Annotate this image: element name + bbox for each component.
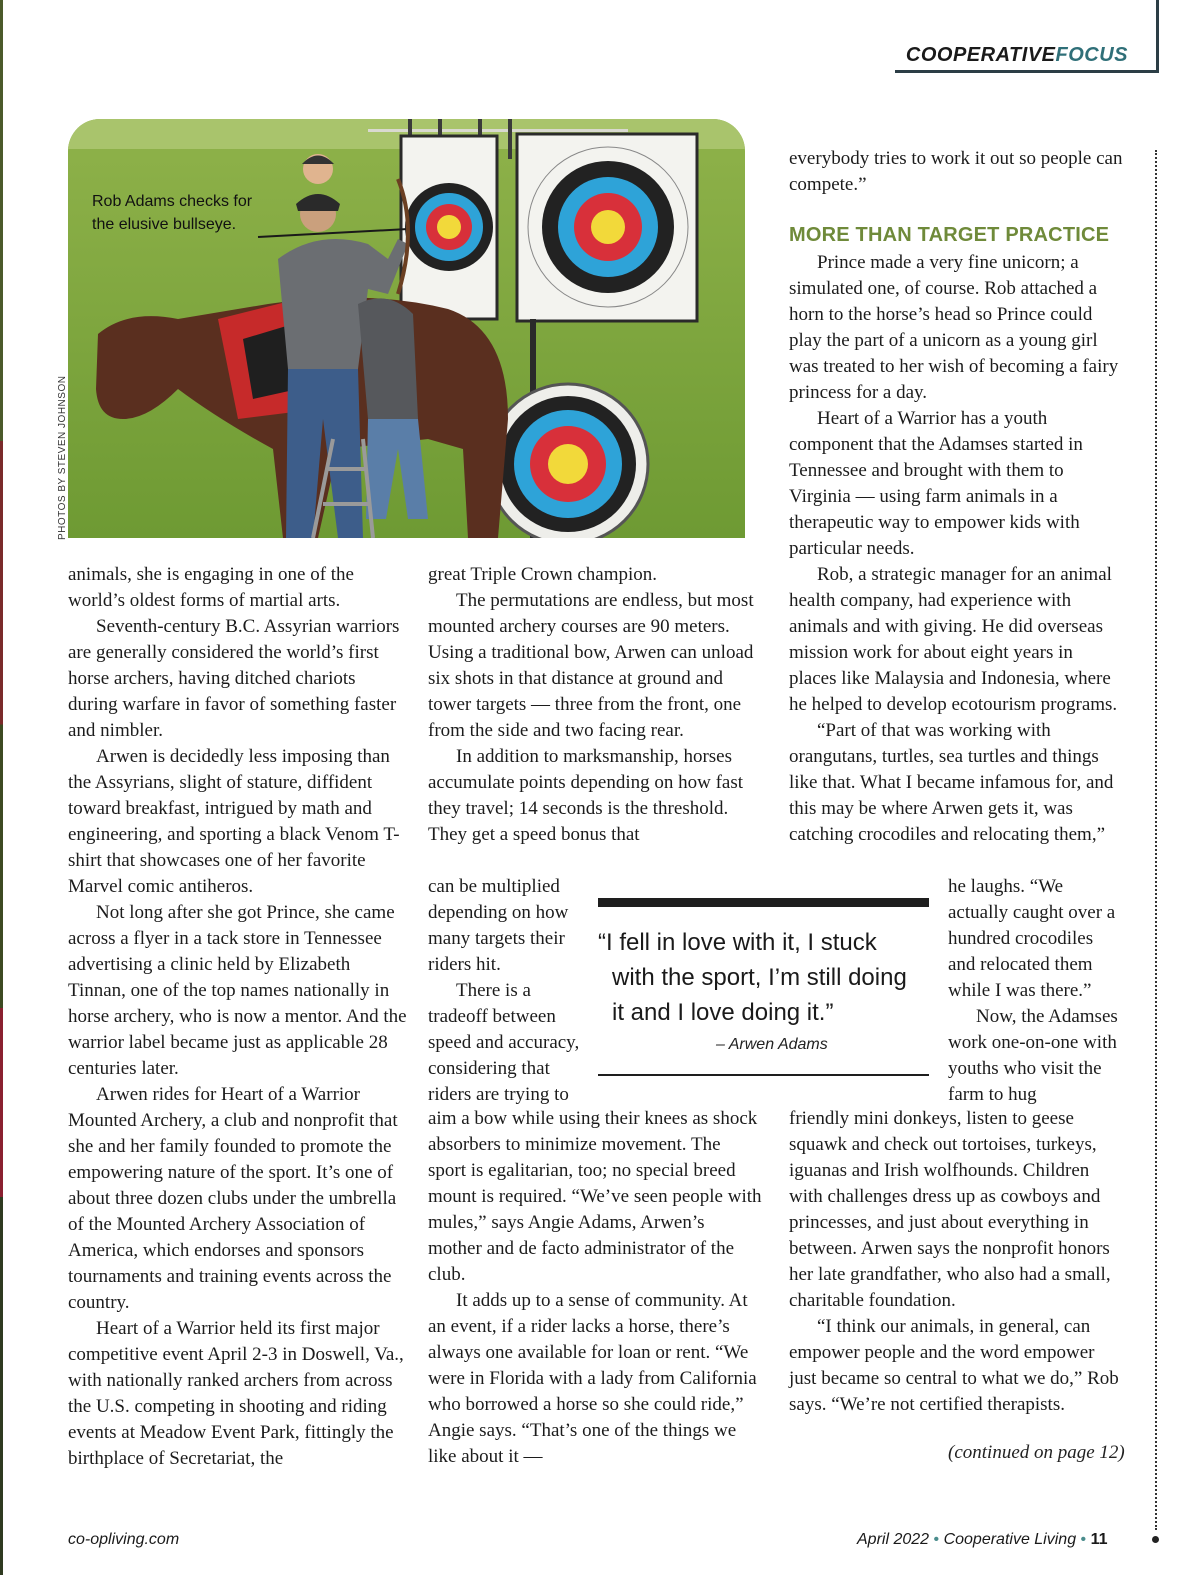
paragraph: Seventh-century B.C. Assyrian warriors are generally considered the world’s first horse archers, having ditched chariots during warfare in favor of something faster and nimbler. [68, 616, 400, 741]
paragraph: “I think our animals, in general, can empower people and the word empower just became so central to what we do,” Rob says. “We’re not certified therapists. [789, 1316, 1119, 1415]
section-subhead: MORE THAN TARGET PRACTICE [789, 224, 1110, 246]
paragraph: Arwen rides for Heart of a Warrior Mounted Archery, a club and nonprofit that she and her family founded to promote the empowering nature of the sport. It’s one of about three dozen clubs under the umbrella of the Mounted Archery Association of America, which endorses and sponsors tournaments and training events across the country. [68, 1084, 398, 1313]
section-header-part2: FOCUS [1055, 44, 1128, 66]
footer-separator: • [1080, 1531, 1087, 1548]
column-b [428, 562, 763, 848]
paragraph: Arwen is decidedly less imposing than the Assyrians, slight of stature, diffident toward breakfast, intrigued by math and engineering, and sporting a black Venom T-shirt that showcases one of her favorite Marvel comic antiheros. [68, 746, 400, 897]
paragraph: Now, the Adamses work one-on-one with youths who visit the farm to hug [948, 1006, 1118, 1105]
continued-note: (continued on page 12) [948, 1442, 1125, 1463]
pull-quote-attribution: – Arwen Adams [716, 1036, 828, 1053]
footer-date: April 2022 [857, 1531, 930, 1548]
paragraph: animals, she is engaging in one of the world’s oldest forms of martial arts. [68, 564, 354, 611]
column-c [789, 250, 1124, 848]
paragraph: he laughs. “We actually caught over a hundred crocodiles and relocated them while I was there.” [948, 876, 1116, 1001]
paragraph: great Triple Crown champion. [428, 564, 658, 585]
paragraph: Not long after she got Prince, she came across a flyer in a tack store in Tennessee advertising a clinic held by Elizabeth Tinnan, one of the top names nationally in horse archery, who is now a mentor. And the warrior label became just as applicable 28 centuries later. [68, 902, 407, 1079]
column-c-continued [789, 1106, 1124, 1418]
paragraph: There is a tradeoff between speed and accuracy, considering that riders are trying to [428, 980, 580, 1105]
paragraph: can be multiplied depending on how many targets their riders hit. [428, 876, 569, 975]
paragraph: The permutations are endless, but most mounted archery courses are 90 meters. Using a traditional bow, Arwen can unload six shots in that distance at ground and tower targets — three from the front, one from the side and two facing rear. [428, 590, 754, 741]
page-edge-strip [0, 0, 3, 1575]
footer-issue-info [857, 1531, 1108, 1549]
header-vertical-rule [1156, 0, 1159, 73]
pull-quote-top-rule [598, 898, 929, 907]
dotted-margin-rule [1155, 150, 1157, 1530]
paragraph: It adds up to a sense of community. At an event, if a rider lacks a horse, there’s always one available for loan or rent. “We were in Florida with a lady from California who borrowed a horse so she could ride,” Angie says. “That’s one of the things we like about it — [428, 1290, 757, 1467]
pull-quote-line1: “I fell in love with it, I stuck [598, 929, 877, 956]
pull-quote-bottom-rule [598, 1074, 929, 1076]
paragraph: friendly mini donkeys, listen to geese squawk and check out tortoises, turkeys, iguanas and Irish wolfhounds. Children with challenges dress up as cowboys and princesses, and just about everything in between. Arwen says the nonprofit honors her late grandfather, who also had a small, charitable foundation. [789, 1108, 1111, 1311]
footer-separator: • [933, 1531, 940, 1548]
paragraph: Rob, a strategic manager for an animal health company, had experience with animals and with giving. He did overseas mission work for about eight years in places like Malaysia and Indonesia, where he helped to develop ecotourism programs. [789, 564, 1118, 715]
pull-quote-line2: with the sport, I’m still doing [612, 964, 907, 991]
column-c-beside-quote [948, 874, 1124, 1108]
paragraph: Heart of a Warrior has a youth component that the Adamses started in Tennessee and brought with them to Virginia — using farm animals in a therapeutic way to empower kids with particular needs. [789, 408, 1083, 559]
paragraph: “Part of that was working with orangutans, turtles, sea turtles and things like that. What I became infamous for, and this may be where Arwen gets it, was catching crocodiles and relocating them,” [789, 720, 1114, 845]
footer-magazine: Cooperative Living [943, 1531, 1077, 1548]
pull-quote [598, 925, 938, 1030]
column-b-beside-quote [428, 874, 593, 1108]
section-header-part1: COOPERATIVE [905, 44, 1056, 66]
dotted-rule-end-dot [1152, 1536, 1159, 1543]
photo-caption [92, 190, 252, 236]
column-a [68, 562, 408, 1472]
archery-photo-illustration [68, 119, 745, 538]
paragraph: In addition to marksmanship, horses accumulate points depending on how fast they travel; 14 seconds is the threshold. They get a speed bonus that [428, 746, 744, 845]
pull-quote-line3: it and I love doing it.” [612, 999, 834, 1026]
photo-caption-line1: Rob Adams checks for [92, 193, 253, 210]
photo-caption-line2: the elusive bullseye. [92, 216, 237, 233]
photo-credit: PHOTOS BY STEVEN JOHNSON [57, 375, 68, 540]
paragraph: Prince made a very fine unicorn; a simulated one, of course. Rob attached a horn to the horse’s head so Prince could play the part of a unicorn as a young girl was treated to her wish of becoming a fairy princess for a day. [789, 252, 1119, 403]
paragraph: everybody tries to work it out so people can compete.” [789, 148, 1123, 195]
paragraph: aim a bow while using their knees as shock absorbers to minimize movement. The sport is egalitarian, too; no special breed mount is required. “We’ve seen people with mules,” says Angie Adams, Arwen’s mother and de facto administrator of the club. [428, 1108, 762, 1285]
paragraph: Heart of a Warrior held its first major competitive event April 2-3 in Doswell, Va., with nationally ranked archers from across the U.S. competing in shooting and riding events at Meadow Event Park, fittingly the birthplace of Secretariat, the [68, 1318, 404, 1469]
header-rule [895, 70, 1158, 73]
archery-photo [68, 119, 745, 538]
section-header [906, 44, 1128, 67]
column-b-continued [428, 1106, 763, 1470]
page-number: 11 [1090, 1531, 1108, 1548]
footer-website: co-opliving.com [68, 1531, 180, 1548]
column-c-top [789, 146, 1124, 198]
